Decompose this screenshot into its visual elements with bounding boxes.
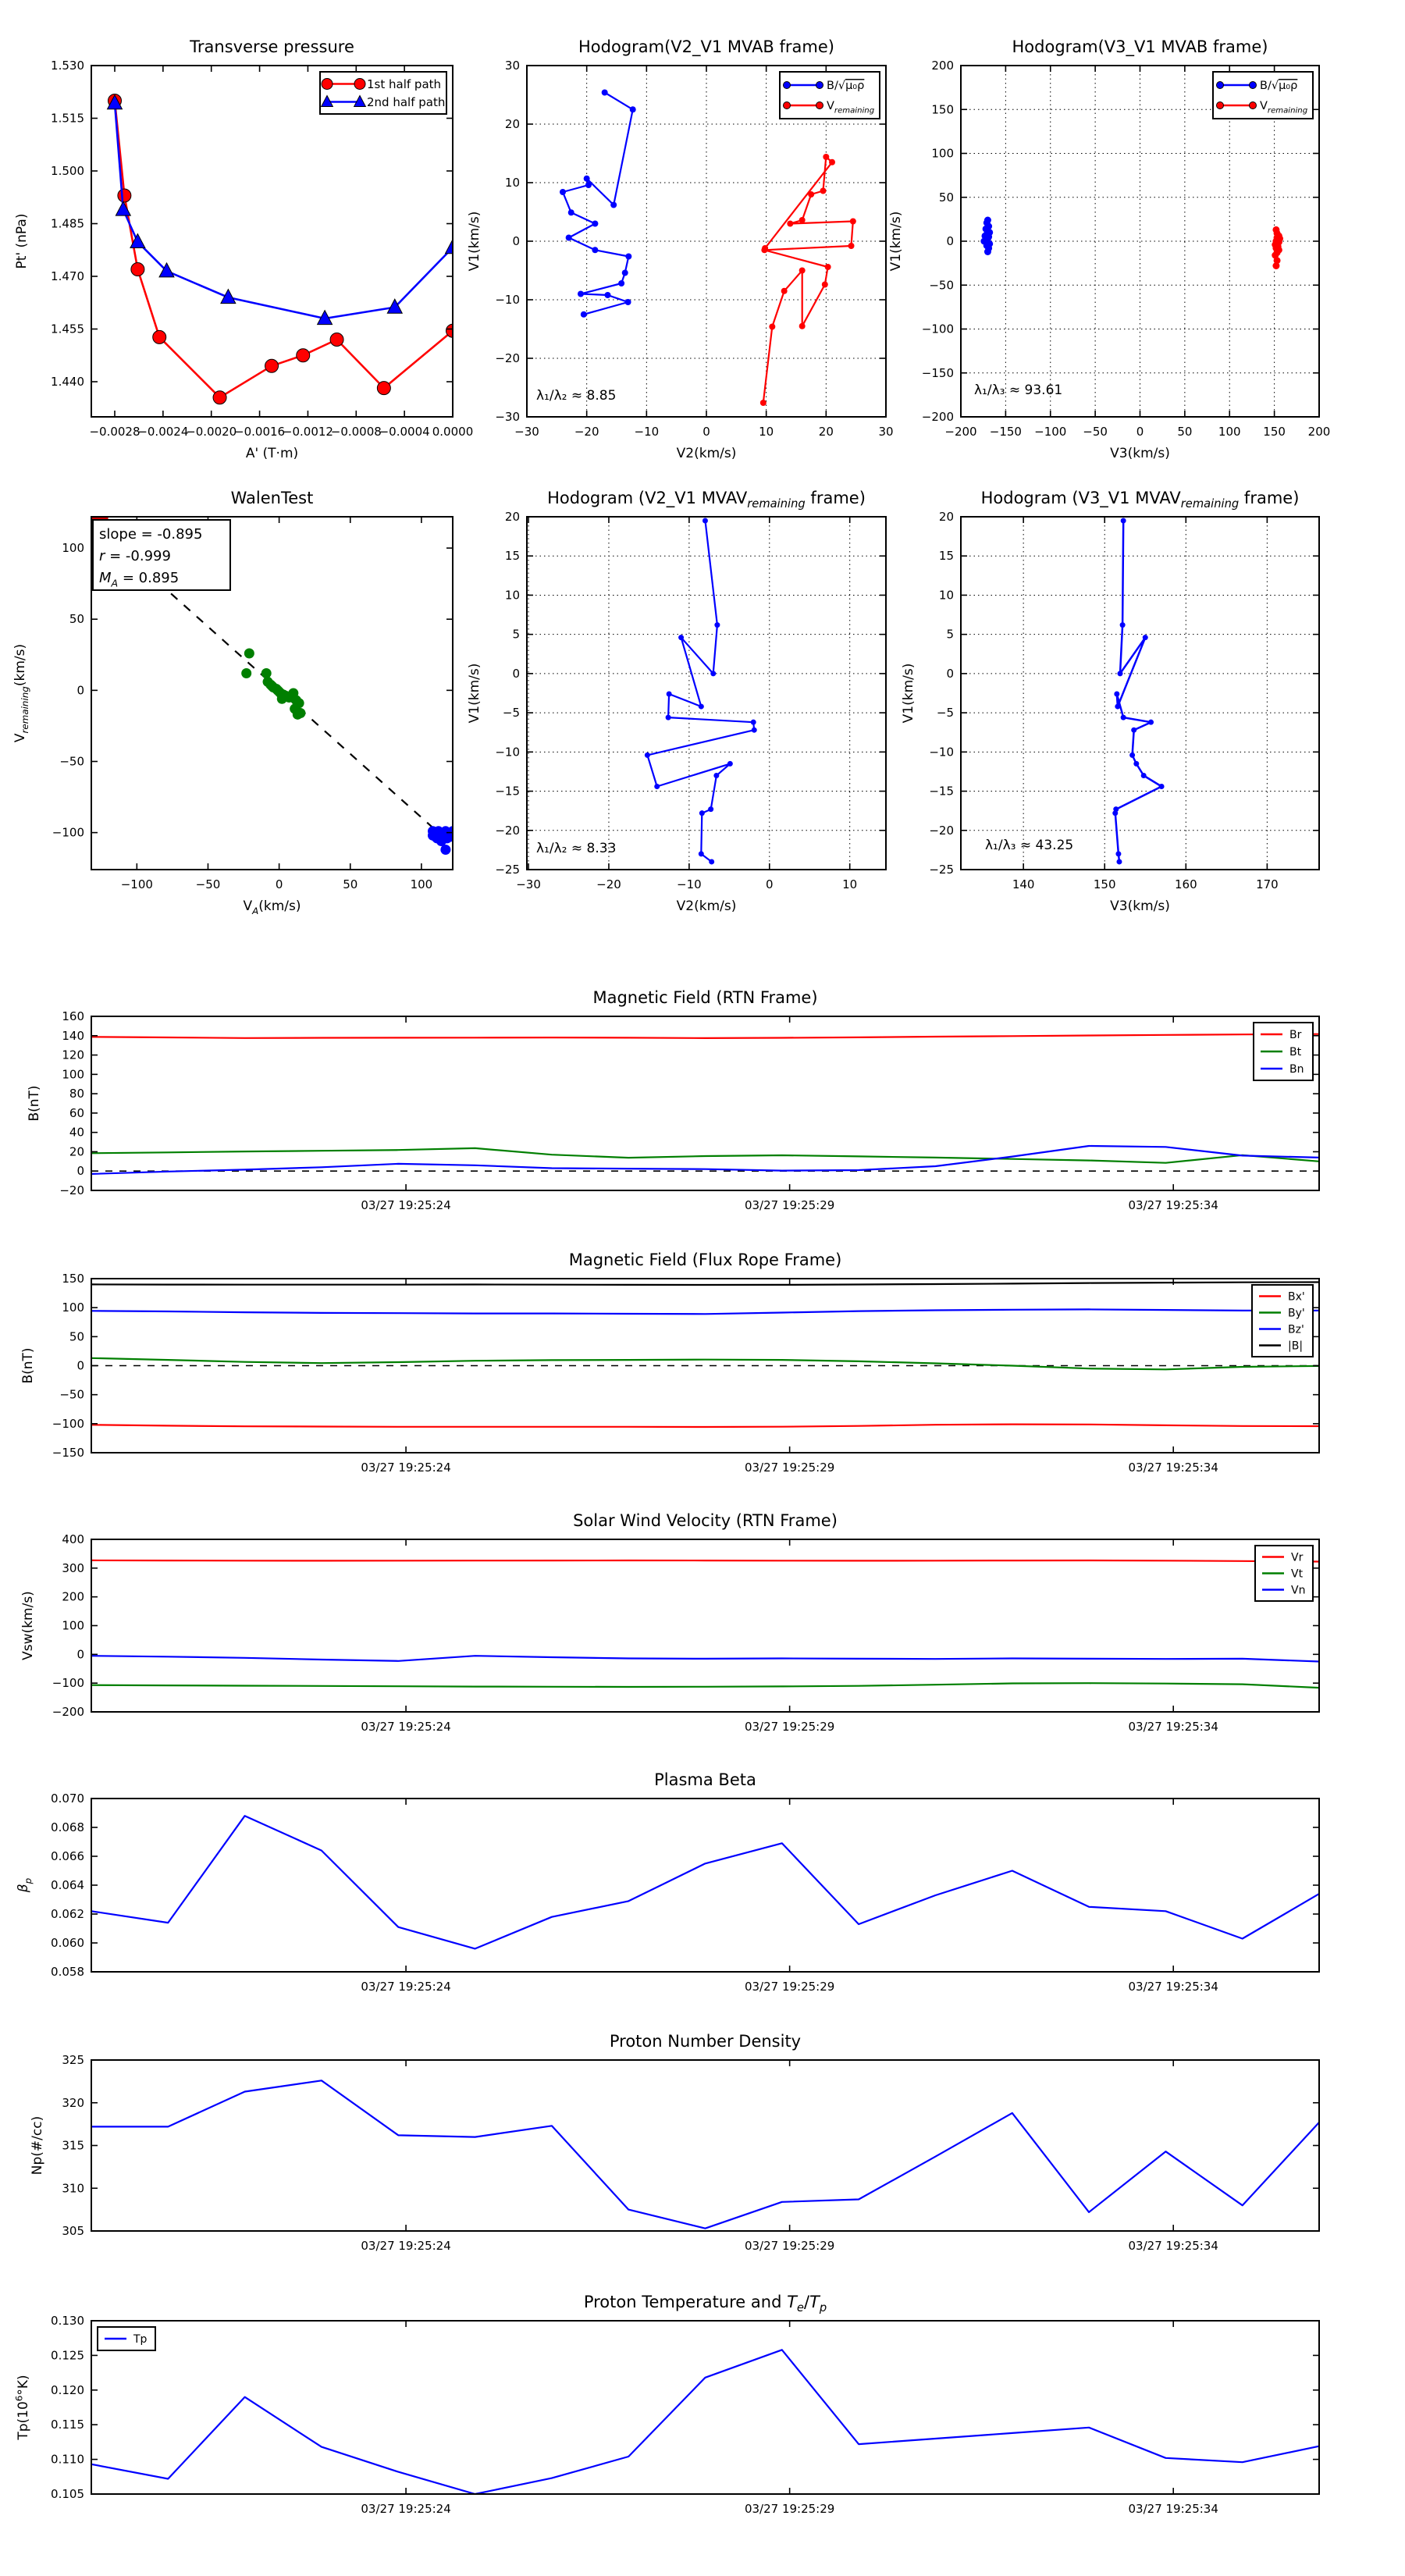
chart-title-proton-temperature: Proton Temperature and $T_e/T_p$: [583, 2293, 827, 2315]
svg-text:−5: −5: [502, 706, 520, 720]
series-vt: [91, 1683, 1319, 1688]
svg-text:Vn: Vn: [1291, 1584, 1306, 1597]
svg-text:−30: −30: [516, 877, 541, 891]
plot-solar-wind-velocity: [4, 1503, 1332, 1777]
svg-text:0: 0: [702, 425, 710, 439]
svg-text:0.120: 0.120: [51, 2382, 84, 2397]
svg-text:−25: −25: [495, 863, 520, 877]
series-|b|: [91, 1283, 1319, 1286]
svg-text:B(nT): B(nT): [20, 1347, 36, 1384]
svg-text:30: 30: [878, 425, 894, 439]
svg-text:V3(km/s): V3(km/s): [1110, 446, 1170, 461]
svg-text:310: 310: [62, 2181, 84, 2196]
svg-text:325: 325: [62, 2053, 84, 2067]
svg-text:40: 40: [69, 1125, 84, 1140]
svg-text:10: 10: [504, 588, 520, 603]
svg-text:0: 0: [512, 234, 520, 248]
legend-hodogram-v3v1-mvab: [1213, 72, 1313, 119]
series-br: [91, 1034, 1319, 1038]
svg-text:V3(km/s): V3(km/s): [1110, 898, 1170, 914]
svg-text:−0.0012: −0.0012: [282, 425, 333, 439]
legend-transverse-pressure: [320, 72, 446, 114]
svg-text:V2(km/s): V2(km/s): [676, 898, 737, 914]
svg-text:400: 400: [62, 1532, 84, 1546]
svg-text:03/27 19:25:29: 03/27 19:25:29: [744, 1720, 835, 1734]
series-vr: [91, 1560, 1319, 1562]
chart-title-mag-field-flux-rope: Magnetic Field (Flux Rope Frame): [568, 1251, 842, 1269]
svg-text:0: 0: [76, 1647, 84, 1662]
svg-text:1.515: 1.515: [51, 111, 84, 126]
svg-text:03/27 19:25:34: 03/27 19:25:34: [1128, 1461, 1218, 1475]
svg-text:By': By': [1288, 1307, 1305, 1320]
svg-text:−100: −100: [120, 877, 153, 891]
svg-text:−20: −20: [59, 1183, 84, 1197]
svg-text:0.110: 0.110: [51, 2452, 84, 2467]
svg-text:Np(#/cc): Np(#/cc): [30, 2115, 45, 2176]
ticks-plasma-beta: [91, 1799, 1319, 1972]
svg-text:−50: −50: [1083, 425, 1108, 439]
axes-proton-number-density: [91, 2060, 1319, 2231]
svg-text:20: 20: [938, 510, 954, 524]
plot-mag-field-rtn: [4, 980, 1332, 1256]
tick-labels-proton-temperature: [51, 2314, 1218, 2516]
grid-hodogram-v3v1-mvav: [961, 517, 1319, 870]
svg-text:03/27 19:25:34: 03/27 19:25:34: [1128, 1980, 1218, 1994]
svg-text:1.530: 1.530: [51, 59, 84, 73]
svg-text:320: 320: [62, 2095, 84, 2110]
svg-text:−20: −20: [495, 351, 520, 365]
svg-text:−15: −15: [929, 784, 954, 799]
svg-text:170: 170: [1256, 877, 1279, 891]
svg-text:160: 160: [1174, 877, 1197, 891]
axes-mag-field-rtn: [91, 1016, 1319, 1190]
svg-text:100: 100: [62, 1067, 84, 1082]
plot-mag-field-flux-rope: [4, 1243, 1332, 1518]
svg-text:0: 0: [946, 666, 954, 681]
svg-text:0.058: 0.058: [51, 1965, 84, 1979]
svg-text:100: 100: [1218, 425, 1241, 439]
svg-text:Bz': Bz': [1288, 1323, 1304, 1336]
series-tp: [91, 2350, 1319, 2494]
svg-text:−15: −15: [495, 784, 520, 799]
svg-text:Pt' (nPa): Pt' (nPa): [14, 213, 30, 269]
axes-hodogram-v3v1-mvav: [961, 517, 1319, 870]
chart-title-mag-field-rtn: Magnetic Field (RTN Frame): [592, 988, 818, 1007]
svg-text:βp: $\beta_p$: [16, 1877, 34, 1893]
svg-text:1st half path: 1st half path: [367, 76, 442, 91]
series-np: [91, 2080, 1319, 2228]
chart-title-walen-test: WalenTest: [230, 489, 314, 507]
svg-text:−150: −150: [989, 425, 1022, 439]
svg-text:150: 150: [1093, 877, 1116, 891]
svg-text:−150: −150: [52, 1446, 84, 1460]
svg-text:0: 0: [76, 1358, 84, 1373]
svg-text:100: 100: [62, 1618, 84, 1633]
tick-labels-hodogram-v2v1-mvav: [495, 510, 857, 891]
svg-text:03/27 19:25:29: 03/27 19:25:29: [744, 1198, 835, 1212]
svg-text:0.130: 0.130: [51, 2314, 84, 2328]
svg-text:10: 10: [842, 877, 858, 891]
svg-text:−20: −20: [574, 425, 599, 439]
svg-text:−150: −150: [921, 365, 954, 380]
svg-text:03/27 19:25:24: 03/27 19:25:24: [361, 2502, 451, 2516]
plot-proton-number-density: [4, 2024, 1332, 2297]
svg-text:300: 300: [62, 1560, 84, 1575]
svg-text:−10: −10: [929, 745, 954, 760]
svg-text:0: 0: [76, 683, 84, 698]
plot-hodogram-v3v1-mvab: [873, 30, 1332, 482]
svg-text:−0.0028: −0.0028: [89, 425, 140, 439]
tick-labels-plasma-beta: [51, 1791, 1218, 1994]
svg-text:5: 5: [946, 627, 954, 642]
svg-text:200: 200: [1307, 425, 1331, 439]
svg-text:03/27 19:25:34: 03/27 19:25:34: [1128, 2239, 1218, 2253]
svg-text:30: 30: [504, 59, 520, 73]
svg-text:Tp: Tp: [133, 2332, 148, 2346]
svg-text:−200: −200: [921, 410, 954, 424]
svg-text:140: 140: [62, 1028, 84, 1043]
svg-text:160: 160: [62, 1009, 84, 1023]
series-bz': [91, 1309, 1319, 1314]
series-b-sqrt-mu0-rho-: [560, 90, 636, 318]
tick-labels-solar-wind-velocity: [52, 1532, 1218, 1734]
svg-text:−50: −50: [929, 278, 954, 293]
svg-text:80: 80: [69, 1087, 84, 1101]
svg-text:−30: −30: [495, 410, 520, 424]
svg-text:50: 50: [69, 612, 84, 627]
svg-text:MA = 0.895: $M_A = 0.895$: [99, 570, 180, 589]
svg-text:03/27 19:25:34: 03/27 19:25:34: [1128, 2502, 1218, 2516]
svg-text:−25: −25: [929, 863, 954, 877]
stats-box-walen-test: [93, 520, 230, 590]
annotation-hodogram-v2v1-mvab: λ₁/λ₂ ≈ 8.85: [536, 388, 617, 404]
svg-text:−20: −20: [929, 823, 954, 838]
svg-text:03/27 19:25:34: 03/27 19:25:34: [1128, 1198, 1218, 1212]
svg-text:150: 150: [62, 1272, 84, 1286]
svg-text:r = -0.999: r = -0.999: [99, 548, 171, 564]
axes-proton-temperature: [91, 2321, 1319, 2494]
tick-labels-mag-field-rtn: [59, 1009, 1218, 1212]
svg-text:−20: −20: [596, 877, 621, 891]
annotation-hodogram-v3v1-mvab: λ₁/λ₃ ≈ 93.61: [974, 382, 1063, 398]
svg-text:−10: −10: [634, 425, 660, 439]
svg-text:Vremaining: $V_{remaining}$: [827, 100, 875, 116]
series-b-sqrt-mu0-rho-: [980, 217, 993, 256]
svg-text:0.066: 0.066: [51, 1849, 84, 1863]
ticks-mag-field-rtn: [91, 1016, 1319, 1190]
svg-text:−100: −100: [52, 1416, 84, 1431]
svg-text:03/27 19:25:24: 03/27 19:25:24: [361, 2239, 451, 2253]
svg-text:0: 0: [76, 1164, 84, 1179]
svg-text:−100: −100: [52, 1676, 84, 1691]
svg-text:15: 15: [938, 549, 954, 564]
svg-text:V2(km/s): V2(km/s): [676, 446, 737, 461]
plot-transverse-pressure: [4, 30, 474, 482]
chart-title-plasma-beta: Plasma Beta: [654, 1770, 756, 1789]
svg-text:03/27 19:25:24: 03/27 19:25:24: [361, 1720, 451, 1734]
svg-text:Tp(106°K): $Tp(10^6^\circ K)$: [13, 2375, 31, 2440]
svg-text:Vsw(km/s): Vsw(km/s): [20, 1591, 36, 1660]
series-v-remaining: [1272, 226, 1283, 269]
svg-text:1.485: 1.485: [51, 216, 84, 231]
svg-text:305: 305: [62, 2224, 84, 2238]
svg-text:−200: −200: [52, 1705, 84, 1719]
svg-text:15: 15: [504, 549, 520, 564]
svg-text:1.440: 1.440: [51, 375, 84, 389]
svg-text:−0.0024: −0.0024: [137, 425, 189, 439]
annotation-hodogram-v3v1-mvav: λ₁/λ₃ ≈ 43.25: [985, 838, 1074, 853]
svg-text:B/√μ₀ρ: B/√μ₀ρ: [827, 80, 865, 93]
svg-text:03/27 19:25:29: 03/27 19:25:29: [744, 2239, 835, 2253]
svg-text:03/27 19:25:29: 03/27 19:25:29: [744, 1980, 835, 1994]
svg-text:A' (T·m): A' (T·m): [245, 446, 299, 461]
tick-labels-mag-field-flux-rope: [52, 1272, 1218, 1475]
series-2nd-half-path: [108, 95, 461, 325]
svg-text:0.070: 0.070: [51, 1791, 84, 1806]
svg-text:V1(km/s): V1(km/s): [467, 211, 482, 272]
svg-text:200: 200: [62, 1589, 84, 1604]
svg-text:03/27 19:25:24: 03/27 19:25:24: [361, 1198, 451, 1212]
legend-mag-field-rtn: [1254, 1023, 1313, 1080]
svg-text:−200: −200: [944, 425, 977, 439]
svg-text:0.062: 0.062: [51, 1907, 84, 1921]
series-beta-p: [91, 1816, 1319, 1948]
svg-text:03/27 19:25:29: 03/27 19:25:29: [744, 2502, 835, 2516]
ticks-proton-temperature: [91, 2321, 1319, 2494]
svg-text:B(nT): B(nT): [27, 1085, 42, 1122]
svg-text:03/27 19:25:24: 03/27 19:25:24: [361, 1980, 451, 1994]
plot-walen-test: [4, 481, 465, 935]
svg-text:−30: −30: [514, 425, 539, 439]
svg-text:−20: −20: [495, 823, 520, 838]
tick-labels-proton-number-density: [62, 2053, 1218, 2253]
svg-text:Vremaining(km/s): $V_{remaining}(km/s)$: [12, 643, 31, 743]
svg-text:1.470: 1.470: [51, 269, 84, 283]
chart-title-hodogram-v3v1-mvab: Hodogram(V3_V1 MVAB frame): [1012, 37, 1268, 56]
svg-text:0.064: 0.064: [51, 1878, 84, 1892]
svg-text:−50: −50: [59, 754, 84, 769]
svg-text:100: 100: [62, 1300, 84, 1315]
svg-text:20: 20: [504, 510, 520, 524]
series-bx': [91, 1425, 1319, 1427]
svg-text:20: 20: [504, 117, 520, 131]
svg-text:B/√μ₀ρ: B/√μ₀ρ: [1260, 80, 1298, 93]
svg-text:−50: −50: [59, 1387, 84, 1402]
svg-text:50: 50: [343, 877, 358, 891]
legend-proton-temperature: [98, 2327, 155, 2350]
svg-text:slope = -0.895: slope = -0.895: [99, 526, 203, 543]
svg-text:0: 0: [766, 877, 774, 891]
annotation-hodogram-v2v1-mvav: λ₁/λ₂ ≈ 8.33: [536, 841, 617, 856]
svg-text:10: 10: [504, 176, 520, 190]
series-middle-points: [241, 648, 305, 719]
plot-plasma-beta: [4, 1763, 1332, 2037]
svg-text:−0.0008: −0.0008: [330, 425, 382, 439]
svg-text:V1(km/s): V1(km/s): [888, 211, 904, 272]
svg-text:100: 100: [931, 146, 954, 161]
svg-text:Vt: Vt: [1291, 1567, 1304, 1581]
series-v-remaining-path: [1112, 518, 1164, 865]
svg-text:0: 0: [946, 234, 954, 248]
svg-text:0: 0: [1136, 425, 1144, 439]
svg-text:20: 20: [818, 425, 834, 439]
chart-title-transverse-pressure: Transverse pressure: [190, 37, 354, 56]
svg-text:|B|: |B|: [1288, 1340, 1304, 1353]
svg-text:0.0000: 0.0000: [432, 425, 474, 439]
axes-hodogram-v2v1-mvav: [527, 517, 886, 870]
ticks-hodogram-v2v1-mvav: [527, 517, 886, 870]
ticks-hodogram-v3v1-mvav: [961, 517, 1319, 870]
svg-text:315: 315: [62, 2138, 84, 2153]
series-v-remaining: [760, 154, 856, 406]
svg-text:0: 0: [512, 666, 520, 681]
svg-text:−100: −100: [52, 825, 84, 840]
legend-mag-field-flux-rope: [1252, 1285, 1313, 1357]
plot-hodogram-v2v1-mvav: [439, 481, 898, 935]
series-by': [91, 1358, 1319, 1370]
svg-text:140: 140: [1012, 877, 1035, 891]
svg-text:100: 100: [62, 541, 84, 556]
svg-text:50: 50: [69, 1329, 84, 1344]
grid-hodogram-v2v1-mvav: [527, 517, 886, 870]
svg-text:Vremaining: $V_{remaining}$: [1260, 100, 1308, 116]
svg-text:5: 5: [512, 627, 520, 642]
svg-text:V1(km/s): V1(km/s): [467, 663, 482, 724]
svg-text:20: 20: [69, 1144, 84, 1159]
svg-text:150: 150: [1263, 425, 1286, 439]
svg-text:Br: Br: [1289, 1028, 1302, 1041]
svg-text:1.455: 1.455: [51, 322, 84, 336]
svg-text:60: 60: [69, 1105, 84, 1120]
svg-text:−5: −5: [936, 706, 954, 720]
ticks-proton-number-density: [91, 2060, 1319, 2231]
svg-text:03/27 19:25:24: 03/27 19:25:24: [361, 1461, 451, 1475]
svg-text:0.125: 0.125: [51, 2348, 84, 2363]
plot-hodogram-v3v1-mvav: [873, 481, 1332, 935]
series-bn: [91, 1146, 1319, 1174]
svg-text:−100: −100: [921, 322, 954, 336]
tick-labels-walen-test: [52, 541, 432, 891]
svg-text:150: 150: [931, 102, 954, 117]
svg-text:50: 50: [938, 190, 954, 205]
svg-text:Bt: Bt: [1289, 1045, 1302, 1059]
svg-text:100: 100: [410, 877, 433, 891]
svg-text:−0.0020: −0.0020: [186, 425, 237, 439]
plot-proton-temperature: [4, 2285, 1332, 2560]
tick-labels-transverse-pressure: [51, 59, 473, 439]
svg-text:V1(km/s): V1(km/s): [901, 663, 916, 724]
chart-title-hodogram-v2v1-mvav: Hodogram (V2_V1 $MVAV_{remaining}$ frame): [547, 489, 866, 511]
svg-text:1.500: 1.500: [51, 164, 84, 178]
svg-text:−10: −10: [677, 877, 702, 891]
svg-text:Bn: Bn: [1289, 1062, 1304, 1076]
legend-hodogram-v2v1-mvab: [780, 72, 880, 119]
svg-text:Bx': Bx': [1288, 1290, 1305, 1304]
chart-title-solar-wind-velocity: Solar Wind Velocity (RTN Frame): [573, 1511, 838, 1530]
svg-text:−10: −10: [495, 293, 520, 307]
svg-text:−0.0004: −0.0004: [379, 425, 430, 439]
series-1st-half-path: [108, 94, 460, 404]
tick-labels-hodogram-v3v1-mvav: [929, 510, 1278, 891]
series-vn: [91, 1656, 1319, 1661]
svg-text:0.060: 0.060: [51, 1936, 84, 1950]
plot-hodogram-v2v1-mvab: [439, 30, 898, 482]
svg-text:0.105: 0.105: [51, 2487, 84, 2501]
svg-text:0: 0: [275, 877, 283, 891]
svg-text:Vr: Vr: [1291, 1551, 1304, 1564]
svg-text:120: 120: [62, 1048, 84, 1062]
svg-text:2nd half path: 2nd half path: [367, 94, 446, 109]
axes-plasma-beta: [91, 1799, 1319, 1972]
svg-text:−50: −50: [195, 877, 221, 891]
legend-solar-wind-velocity: [1255, 1546, 1313, 1601]
series-v-remaining-path: [645, 518, 757, 865]
svg-text:03/27 19:25:34: 03/27 19:25:34: [1128, 1720, 1218, 1734]
svg-text:200: 200: [931, 59, 954, 73]
chart-title-hodogram-v2v1-mvab: Hodogram(V2_V1 MVAB frame): [578, 37, 834, 56]
svg-text:−10: −10: [495, 745, 520, 760]
svg-text:03/27 19:25:29: 03/27 19:25:29: [744, 1461, 835, 1475]
svg-text:10: 10: [759, 425, 774, 439]
series-bt: [91, 1148, 1319, 1163]
svg-text:−100: −100: [1034, 425, 1067, 439]
chart-title-proton-number-density: Proton Number Density: [609, 2032, 802, 2051]
svg-text:50: 50: [1177, 425, 1193, 439]
svg-text:10: 10: [938, 588, 954, 603]
svg-text:0.068: 0.068: [51, 1820, 84, 1834]
svg-text:−0.0016: −0.0016: [234, 425, 286, 439]
svg-text:0.115: 0.115: [51, 2418, 84, 2432]
svg-text:VA(km/s): $V_A(km/s)$: [243, 898, 301, 917]
chart-title-hodogram-v3v1-mvav: Hodogram (V3_V1 $MVAV_{remaining}$ frame): [980, 489, 1300, 511]
